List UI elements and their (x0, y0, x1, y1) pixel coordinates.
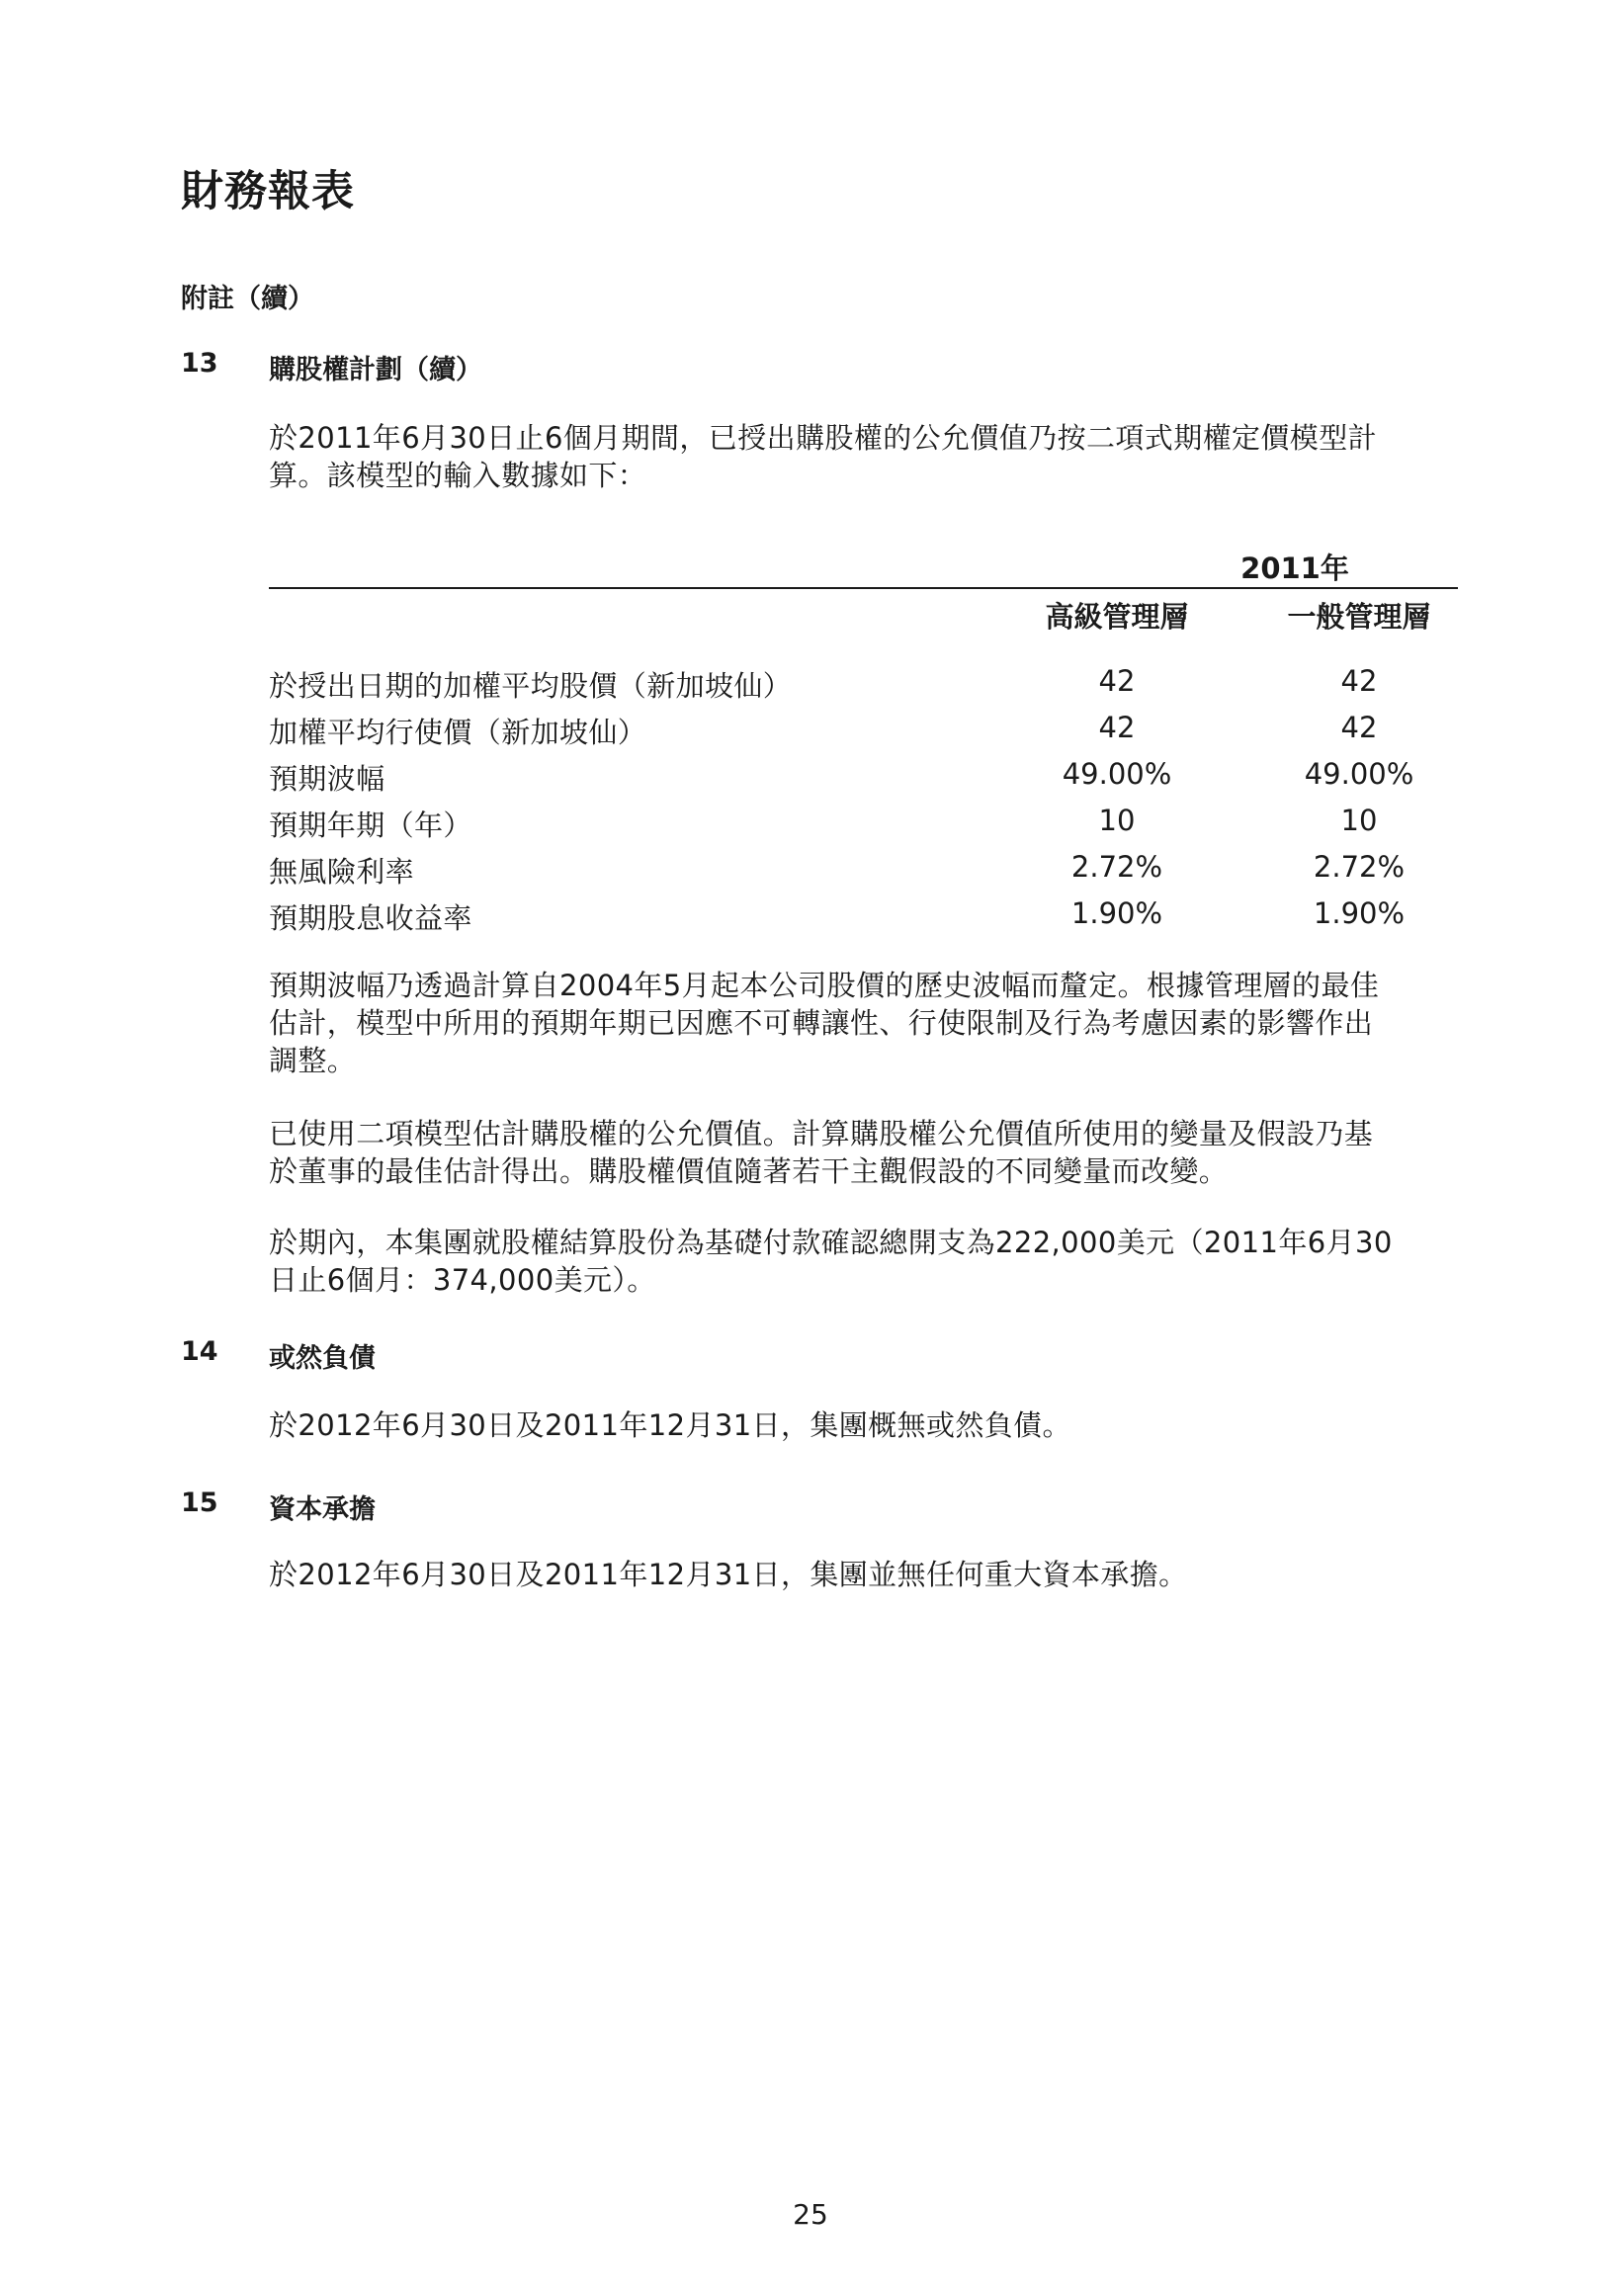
section-13-number: 13 (181, 348, 218, 379)
row-value-senior: 49.00% (1062, 757, 1172, 791)
intro-line: 於2011年6月30日止6個月期間，已授出購股權的公允價值乃按二項式期權定價模型計 (269, 421, 1378, 455)
row-value-senior: 2.72% (1070, 850, 1163, 884)
intro-line: 算。該模型的輸入數據如下： (269, 459, 647, 492)
section-15-text: 於2012年6月30日及2011年12月31日，集團並無任何重大資本承擔。 (269, 1558, 1188, 1591)
page-title: 財務報表 (181, 167, 355, 216)
row-label: 於授出日期的加權平均股價（新加坡仙） (269, 669, 793, 703)
section-15-number: 15 (181, 1488, 218, 1518)
expense-paragraph (269, 1224, 1455, 1299)
row-value-senior: 42 (1098, 664, 1136, 698)
notes-subheading: 附註（續） (181, 284, 314, 314)
fair-value-paragraph (269, 1115, 1455, 1190)
column-header-general-management: 一般管理層 (1287, 600, 1431, 634)
volatility-paragraph (269, 967, 1455, 1079)
section-14-number: 14 (181, 1336, 218, 1367)
row-label: 預期年期（年） (269, 808, 472, 842)
row-value-senior: 42 (1098, 711, 1136, 744)
row-value-general: 42 (1340, 711, 1378, 744)
paragraph-line: 預期波幅乃透過計算自2004年5月起本公司股價的歷史波幅而釐定。根據管理層的最佳 (269, 969, 1380, 1002)
row-value-general: 2.72% (1313, 850, 1406, 884)
section-13-title: 購股權計劃（續） (269, 355, 482, 385)
row-value-senior: 1.90% (1070, 896, 1163, 930)
section-14-title: 或然負債 (269, 1343, 376, 1374)
row-value-senior: 10 (1098, 804, 1136, 837)
page-number: 25 (793, 2198, 828, 2231)
paragraph-line: 日止6個月：374,000美元）。 (269, 1263, 656, 1297)
paragraph-line: 於期內，本集團就股權結算股份為基礎付款確認總開支為222,000美元（2011年6月30 (269, 1226, 1393, 1259)
paragraph-line: 調整。 (269, 1044, 357, 1077)
row-value-general: 10 (1340, 804, 1378, 837)
paragraph-line: 於董事的最佳估計得出。購股權價值隨著若干主觀假設的不同變量而改變。 (269, 1154, 1229, 1188)
row-label: 預期波幅 (269, 762, 385, 796)
row-value-general: 42 (1340, 664, 1378, 698)
year-header: 2011年 (1240, 552, 1349, 585)
paragraph-line: 已使用二項模型估計購股權的公允價值。計算購股權公允價值所使用的變量及假設乃基 (269, 1117, 1374, 1150)
paragraph-line: 估計，模型中所用的預期年期已因應不可轉讓性、行使限制及行為考慮因素的影響作出 (269, 1006, 1374, 1040)
row-value-general: 1.90% (1313, 896, 1406, 930)
section-15-title: 資本承擔 (269, 1494, 376, 1525)
section-14-text: 於2012年6月30日及2011年12月31日，集團概無或然負債。 (269, 1408, 1071, 1442)
section-13-intro (269, 419, 1455, 494)
row-label: 無風險利率 (269, 855, 415, 889)
row-label: 預期股息收益率 (269, 901, 472, 935)
row-value-general: 49.00% (1304, 757, 1414, 791)
table-rule (269, 587, 1458, 589)
row-label: 加權平均行使價（新加坡仙） (269, 716, 647, 749)
column-header-senior-management: 高級管理層 (1045, 600, 1189, 634)
